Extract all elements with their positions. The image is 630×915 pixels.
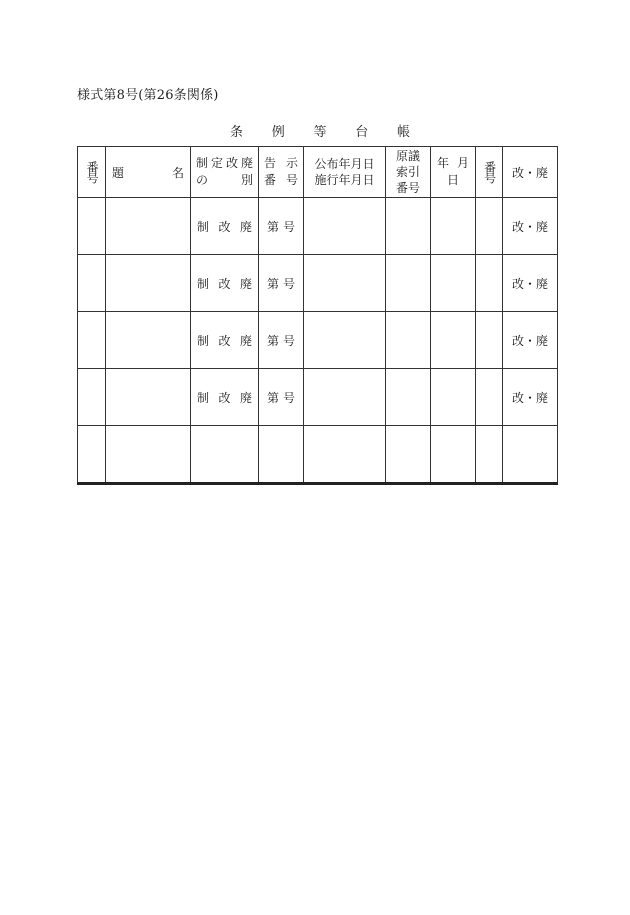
header-title: 題 名 — [106, 147, 191, 198]
cell-kind[interactable]: 制 改 廃 — [191, 369, 259, 426]
title-char: 例 — [271, 125, 285, 140]
cell-date[interactable] — [431, 198, 476, 255]
cell-number[interactable] — [78, 312, 106, 369]
cell-title[interactable] — [106, 426, 191, 484]
cell-number2[interactable] — [476, 426, 503, 484]
table-row — [78, 198, 558, 255]
cell-amend-abolish[interactable] — [503, 426, 558, 484]
cell-title[interactable] — [106, 255, 191, 312]
document-title — [230, 121, 410, 140]
table-row — [78, 255, 558, 312]
header-date: 年 月 日 — [431, 147, 476, 198]
cell-promulgation-date[interactable] — [304, 426, 386, 484]
header-number: 番号 — [78, 147, 106, 198]
cell-kind[interactable]: 制 改 廃 — [191, 312, 259, 369]
cell-number[interactable] — [78, 369, 106, 426]
header-notice-number: 告 示 番 号 — [259, 147, 304, 198]
cell-index-number[interactable] — [386, 312, 431, 369]
cell-promulgation-date[interactable] — [304, 369, 386, 426]
cell-date[interactable] — [431, 369, 476, 426]
title-char: 等 — [313, 125, 327, 140]
table-row — [78, 369, 558, 426]
cell-title[interactable] — [106, 369, 191, 426]
header-number2: 番号 — [476, 147, 503, 198]
cell-notice-number[interactable] — [259, 426, 304, 484]
header-promulgation-date: 公布年月日 施行年月日 — [304, 147, 386, 198]
cell-amend-abolish[interactable]: 改・廃 — [503, 198, 558, 255]
cell-number[interactable] — [78, 198, 106, 255]
cell-number2[interactable] — [476, 369, 503, 426]
cell-index-number[interactable] — [386, 369, 431, 426]
header-amend-abolish: 改・廃 — [503, 147, 558, 198]
title-char: 帳 — [396, 125, 410, 140]
header-index-number: 原議 索引 番号 — [386, 147, 431, 198]
cell-date[interactable] — [431, 255, 476, 312]
cell-number2[interactable] — [476, 255, 503, 312]
cell-notice-number[interactable]: 第 号 — [259, 198, 304, 255]
cell-promulgation-date[interactable] — [304, 255, 386, 312]
cell-notice-number[interactable]: 第 号 — [259, 255, 304, 312]
title-char: 台 — [355, 125, 369, 140]
title-char: 条 — [230, 125, 244, 140]
cell-notice-number[interactable]: 第 号 — [259, 369, 304, 426]
cell-title[interactable] — [106, 198, 191, 255]
cell-number[interactable] — [78, 255, 106, 312]
cell-amend-abolish[interactable]: 改・廃 — [503, 255, 558, 312]
cell-promulgation-date[interactable] — [304, 198, 386, 255]
cell-notice-number[interactable]: 第 号 — [259, 312, 304, 369]
cell-kind[interactable]: 制 改 廃 — [191, 198, 259, 255]
table-row-blank — [78, 426, 558, 484]
cell-date[interactable] — [431, 426, 476, 484]
cell-number2[interactable] — [476, 312, 503, 369]
cell-index-number[interactable] — [386, 426, 431, 484]
cell-promulgation-date[interactable] — [304, 312, 386, 369]
table-row — [78, 312, 558, 369]
cell-amend-abolish[interactable]: 改・廃 — [503, 369, 558, 426]
cell-number2[interactable] — [476, 198, 503, 255]
cell-number[interactable] — [78, 426, 106, 484]
cell-title[interactable] — [106, 312, 191, 369]
cell-date[interactable] — [431, 312, 476, 369]
header-kind: 制 定 改 廃 の 別 — [191, 147, 259, 198]
cell-index-number[interactable] — [386, 255, 431, 312]
table-header-row — [78, 147, 558, 198]
cell-amend-abolish[interactable]: 改・廃 — [503, 312, 558, 369]
ordinance-ledger-table — [77, 146, 558, 485]
cell-kind[interactable]: 制 改 廃 — [191, 255, 259, 312]
cell-index-number[interactable] — [386, 198, 431, 255]
form-label: 様式第8号(第26条関係) — [77, 88, 219, 103]
cell-kind[interactable] — [191, 426, 259, 484]
